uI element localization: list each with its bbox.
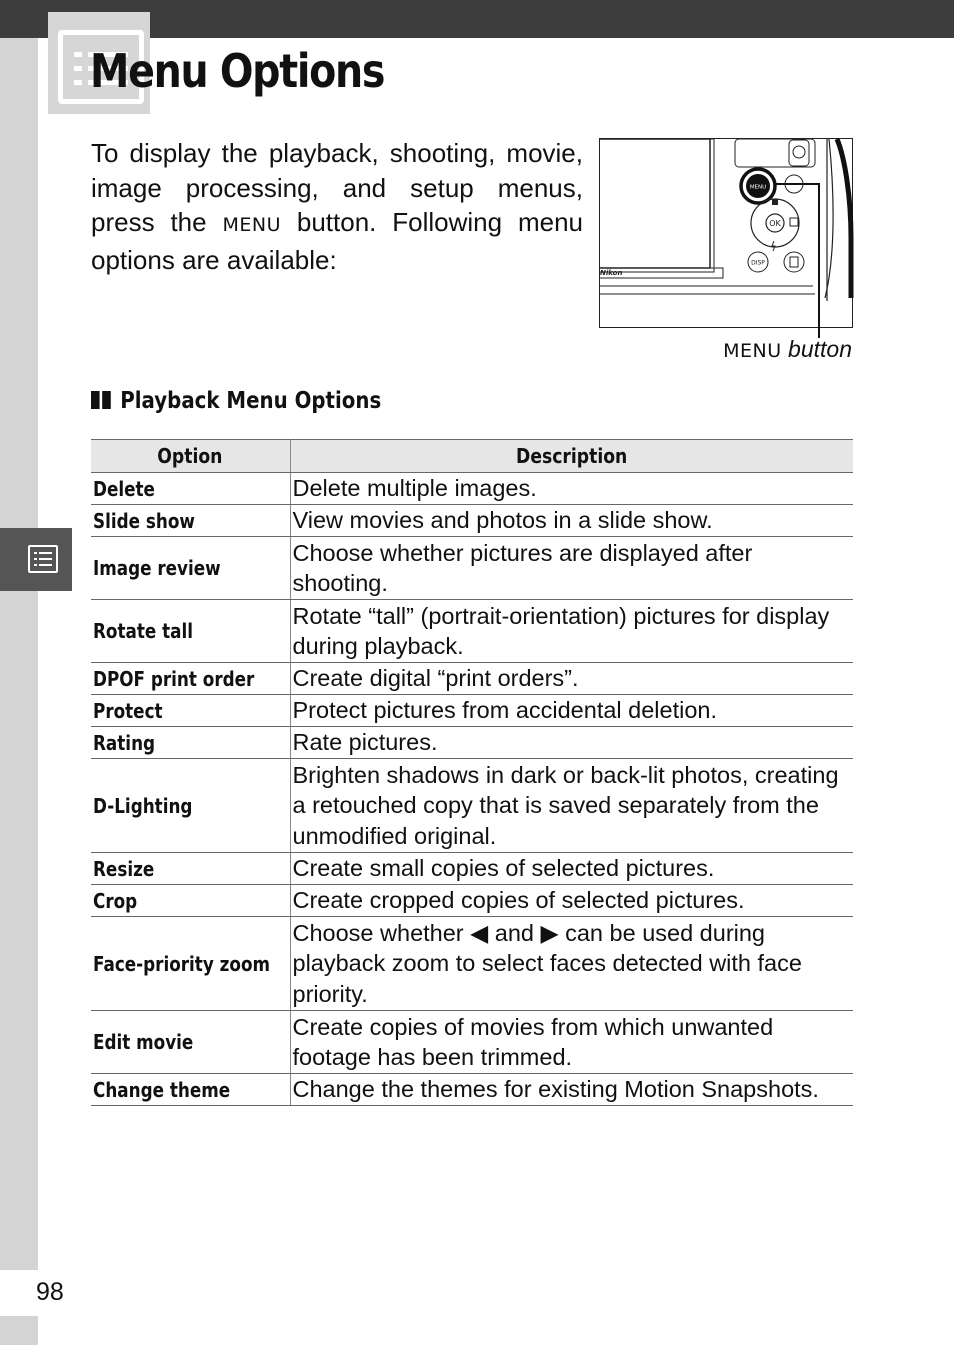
- option-cell: Resize: [91, 853, 290, 885]
- option-cell: Protect: [91, 695, 290, 727]
- table-row: [91, 663, 853, 695]
- description-cell: Rotate “tall” (portrait-orientation) pictures for display during playback.: [290, 600, 853, 663]
- intro-text-after: button. Following menu options are available:: [91, 207, 583, 275]
- description-cell: Choose whether pictures are displayed after shooting.: [290, 537, 853, 600]
- table-row: [91, 853, 853, 885]
- description-cell: Create copies of movies from which unwanted footage has been trimmed.: [290, 1011, 853, 1074]
- description-cell: Delete multiple images.: [290, 473, 853, 505]
- disp-button-label: DISP: [751, 259, 765, 267]
- left-margin-strip-bottom: [0, 1316, 38, 1345]
- table-row: [91, 1074, 853, 1106]
- option-cell: Slide show: [91, 505, 290, 537]
- table-row: [91, 1011, 853, 1074]
- description-cell: Protect pictures from accidental deletion.: [290, 695, 853, 727]
- playback-menu-table: [91, 439, 853, 1106]
- option-cell: Delete: [91, 473, 290, 505]
- table-row: [91, 505, 853, 537]
- description-cell: Create digital “print orders”.: [290, 663, 853, 695]
- table-row: [91, 727, 853, 759]
- table-row: [91, 917, 853, 1011]
- option-cell: Edit movie: [91, 1011, 290, 1074]
- column-header-description: Description: [290, 440, 853, 473]
- table-row: [91, 885, 853, 917]
- description-cell: View movies and photos in a slide show.: [290, 505, 853, 537]
- chapter-tab: [0, 528, 72, 591]
- camera-back-illustration: [599, 138, 853, 328]
- option-cell: Crop: [91, 885, 290, 917]
- caption-button-word: button: [788, 336, 852, 362]
- menu-word: MENU: [222, 214, 281, 236]
- section-marker-icon: [102, 391, 111, 409]
- description-cell: Change the themes for existing Motion Snapshots.: [290, 1074, 853, 1106]
- table-row: [91, 759, 853, 853]
- menu-button-label: MENU: [749, 184, 767, 191]
- column-header-option: Option: [91, 440, 290, 473]
- description-cell: Choose whether ◀ and ▶ can be used during playback zoom to select faces detected with face priority.: [290, 917, 853, 1011]
- section-marker-icon: [91, 391, 100, 409]
- intro-text-before: To display the playback, shooting, movie, image processing, and setup menus, press the: [91, 138, 583, 237]
- description-cell: Brighten shadows in dark or back-lit photos, creating a retouched copy that is saved separately from the unmodified original.: [290, 759, 853, 853]
- table-row: [91, 473, 853, 505]
- description-cell: Rate pictures.: [290, 727, 853, 759]
- caption-menu-word: MENU: [723, 340, 782, 362]
- ok-button-label: OK: [769, 219, 781, 228]
- table-header-row: [91, 440, 853, 473]
- option-cell: Rating: [91, 727, 290, 759]
- description-cell: Create small copies of selected pictures.: [290, 853, 853, 885]
- option-cell: Image review: [91, 537, 290, 600]
- page-number: 98: [36, 1278, 64, 1306]
- section-heading: [91, 388, 381, 414]
- camera-figure-caption: [723, 336, 852, 363]
- option-cell: Rotate tall: [91, 600, 290, 663]
- menu-list-icon: [28, 545, 58, 573]
- option-cell: DPOF print order: [91, 663, 290, 695]
- left-margin-strip: [0, 38, 38, 1270]
- option-cell: D-Lighting: [91, 759, 290, 853]
- page-title: Menu Options: [90, 44, 385, 98]
- option-cell: Change theme: [91, 1074, 290, 1106]
- table-row: [91, 537, 853, 600]
- intro-paragraph: [91, 136, 583, 277]
- table-row: [91, 600, 853, 663]
- table-row: [91, 695, 853, 727]
- description-cell: Create cropped copies of selected pictures.: [290, 885, 853, 917]
- section-heading-text: Playback Menu Options: [120, 388, 382, 414]
- option-cell: Face-priority zoom: [91, 917, 290, 1011]
- camera-brand-label: Nikon: [600, 269, 623, 277]
